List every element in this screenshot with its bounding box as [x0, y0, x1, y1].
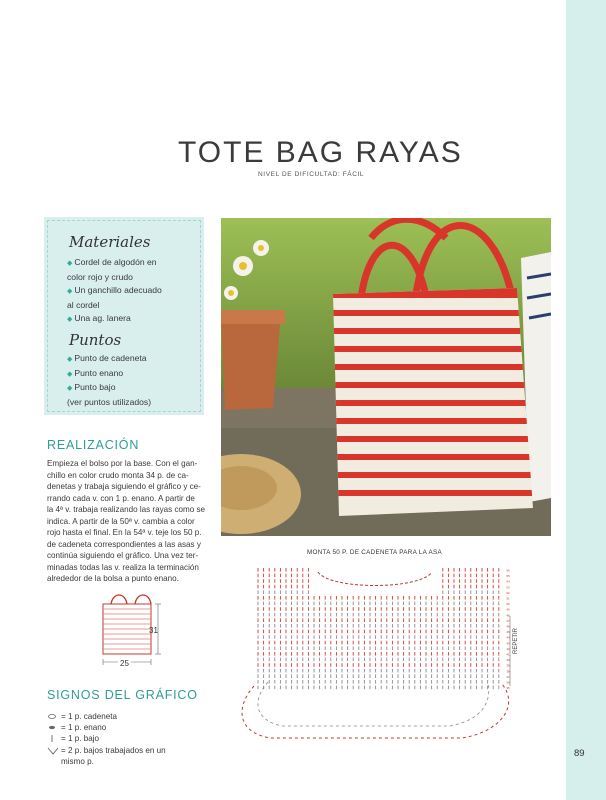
- row-number: 36: [506, 680, 510, 685]
- single-crochet-icon: [47, 733, 59, 744]
- row-number: 49: [506, 607, 510, 612]
- row-number: 46: [506, 624, 510, 629]
- difficulty-label: NIVEL DE DIFICULTAD: FÁCIL: [258, 171, 365, 178]
- legend-item-enano: = 1 p. enano: [47, 722, 207, 733]
- stitches-item: ◆ Punto bajo: [67, 382, 116, 392]
- chart-top-label: MONTA 50 P. DE CADENETA PARA LA ASA: [307, 549, 442, 556]
- row-number: 39: [506, 663, 510, 668]
- row-number: 47: [506, 618, 510, 623]
- side-color-strip: [566, 0, 606, 800]
- row-number: 54: [506, 579, 510, 584]
- materials-box: [47, 220, 201, 412]
- row-number: 48: [506, 613, 510, 618]
- materials-heading: Materiales: [69, 233, 151, 251]
- schematic-height-label: 31: [149, 626, 158, 635]
- materials-list: [67, 256, 197, 327]
- row-number: 42: [506, 646, 510, 651]
- diamond-bullet-icon: ◆: [67, 385, 73, 392]
- page-title: TOTE BAG RAYAS: [178, 136, 463, 169]
- row-number: 56: [506, 568, 510, 573]
- materials-item: ◆ Cordel de algodón en: [67, 257, 157, 267]
- crochet-chart: [230, 556, 530, 746]
- row-number: 38: [506, 669, 510, 674]
- stitches-item: ◆ Punto de cadeneta: [67, 353, 147, 363]
- slip-stitch-icon: [47, 722, 59, 733]
- page-number: 89: [574, 748, 585, 759]
- realizacion-text: Empieza el bolso por la base. Con el gan- chillo en color crudo monta 34 p. de ca- denetas y trabaja siguiendo el gráfico y ce- rrando cada v. con 1 p. enano. A partir de la 4ª v. trabaja realizando las rayas como se indica. A partir de la 50ª v. cambia a color rojo hasta el final. En la 54ª v. teje los 50 p. de cadeneta correspondientes a las asas y continúa siguiendo el gráfico. Una vez ter- minadas todas las v. realiza la terminación alrededor de la bolsa a punto enano.: [47, 459, 206, 583]
- stitches-heading: Puntos: [69, 331, 122, 349]
- realizacion-heading: REALIZACIÓN: [47, 438, 140, 452]
- diamond-bullet-icon: ◆: [67, 356, 73, 363]
- row-number: 43: [506, 641, 510, 646]
- tote-bag-photo: [221, 218, 551, 536]
- stitches-item: (ver puntos utilizados): [67, 396, 152, 407]
- row-number: 35: [506, 686, 510, 691]
- legend-heading: SIGNOS DEL GRÁFICO: [47, 688, 198, 702]
- legend-item-bajo: = 1 p. bajo: [47, 733, 207, 744]
- diamond-bullet-icon: ◆: [67, 260, 73, 267]
- diamond-bullet-icon: ◆: [67, 316, 73, 323]
- row-number: 52: [506, 590, 510, 595]
- diamond-bullet-icon: ◆: [67, 288, 73, 295]
- row-number: 44: [506, 635, 510, 640]
- legend-item-cadeneta: = 1 p. cadeneta: [47, 711, 207, 722]
- stitches-list: [67, 352, 197, 409]
- legend-item-aumento-cont: mismo p.: [61, 756, 94, 766]
- materials-item: ◆ Una ag. lanera: [67, 313, 131, 323]
- chart-repeat-label: REPETIR: [513, 627, 519, 654]
- legend-item-aumento: = 2 p. bajos trabajados en un: [47, 745, 207, 756]
- row-number: 37: [506, 674, 510, 679]
- row-number: 40: [506, 658, 510, 663]
- materials-item: ◆ Un ganchillo adecuado: [67, 285, 162, 295]
- materials-item: color rojo y crudo: [67, 271, 133, 282]
- chart-legend: [47, 711, 207, 767]
- row-number: 50: [506, 602, 510, 607]
- row-number: 55: [506, 574, 510, 579]
- row-number: 41: [506, 652, 510, 657]
- row-number: 53: [506, 585, 510, 590]
- bag-schematic: [95, 590, 175, 672]
- row-number: 45: [506, 630, 510, 635]
- increase-stitch-icon: [47, 745, 59, 756]
- diamond-bullet-icon: ◆: [67, 370, 73, 378]
- materials-item: al cordel: [67, 299, 100, 310]
- schematic-width-label: 25: [120, 659, 129, 668]
- chain-stitch-icon: [47, 711, 59, 722]
- row-number: 51: [506, 596, 510, 601]
- stitches-item: ◆ Punto enano: [67, 367, 124, 378]
